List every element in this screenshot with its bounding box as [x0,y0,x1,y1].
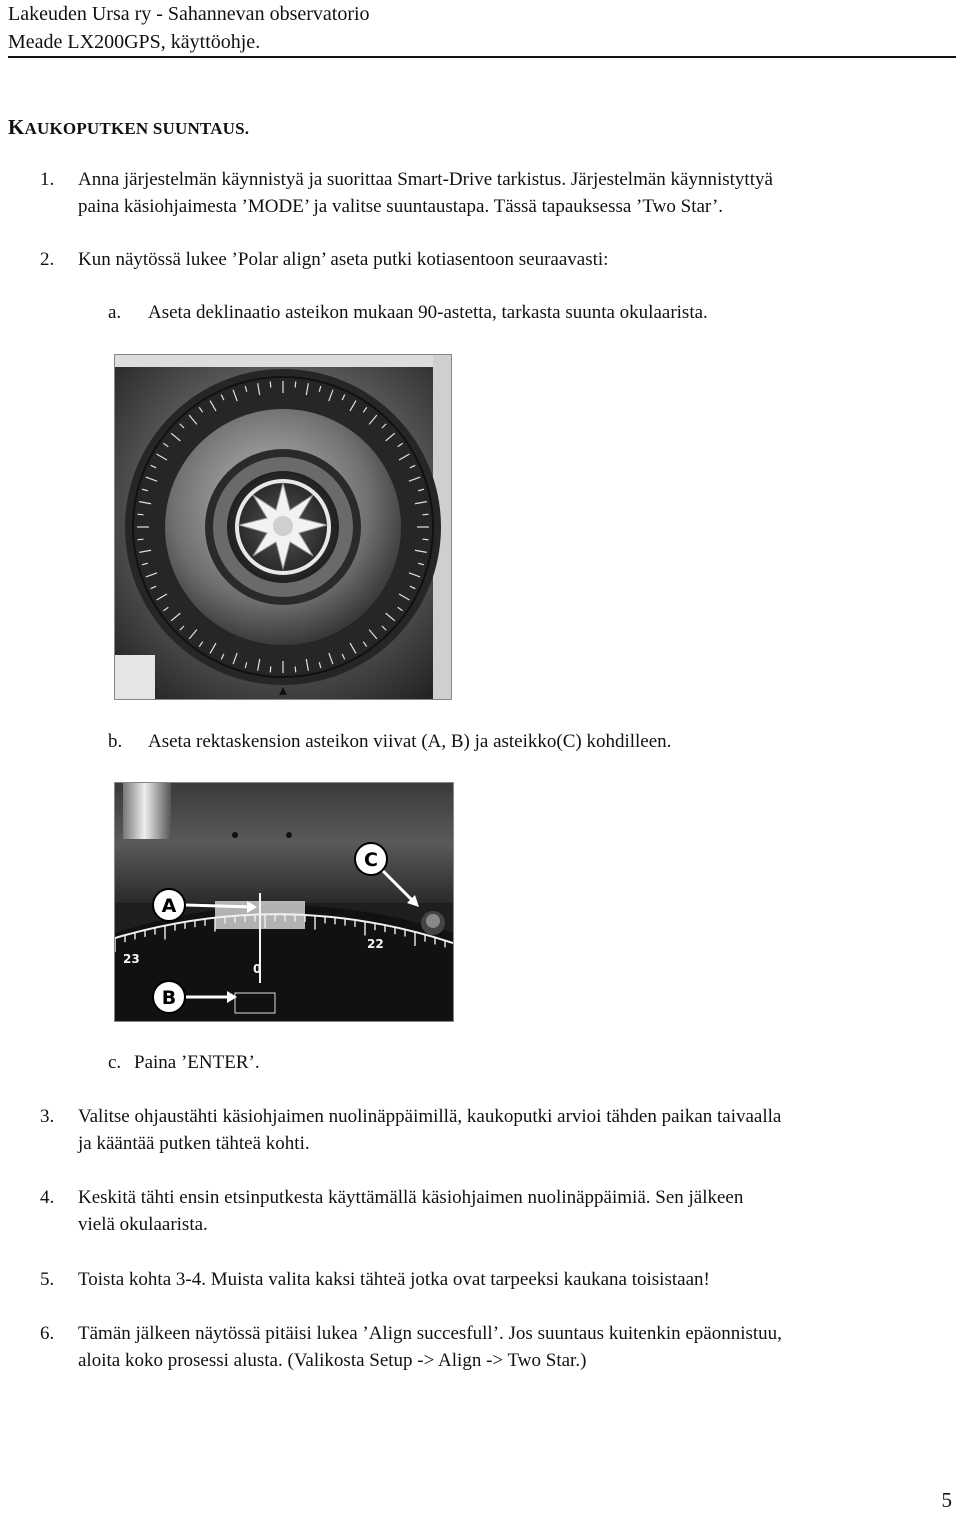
step-6: 6. Tämän jälkeen näytössä pitäisi lukea ’Align succesfull’. Jos suuntaus kuitenkin epäonnistuu, aloita koko prosessi alusta. (Valikosta Setup -> Align -> Two Star.) [40,1323,782,1371]
right-ascension-scale-illustration [115,783,453,1021]
dial-tick [422,514,428,515]
page-header [8,0,954,56]
declination-dial-illustration [115,355,451,699]
header-line-2: Meade LX200GPS, käyttöohje. [8,31,261,53]
step-4: 4. Keskitä tähti ensin etsinputkesta käyttämällä käsiohjaimen nuolinäppäimiä. Sen jälkeen vielä okulaarista. [40,1187,744,1235]
substep-c: c. Paina ’ENTER’. [108,1052,260,1073]
declination-dial-photo [114,354,452,700]
callout-c-label: C [364,849,378,871]
step-5: 5. Toista kohta 3-4. Muista valita kaksi tähteä jotka ovat tarpeeksi kaukana toisistaan! [40,1269,710,1290]
dial-tick [295,382,296,388]
step-3: 3. Valitse ohjaustähti käsiohjaimen nuolinäppäimillä, kaukoputki arvioi tähden paikan taivaalla ja kääntää putken tähteä kohti. [40,1106,782,1154]
header-rule [8,56,956,58]
substep-a: a. Aseta deklinaatio asteikon mukaan 90-astetta, tarkasta suunta okulaarista. [108,302,708,323]
dial-tick [138,514,144,515]
substep-b: b. Aseta rektaskension asteikon viivat (A, B) ja asteikko(C) kohdilleen. [108,731,672,752]
page-number: 5 [941,1488,952,1512]
right-ascension-scale-photo [114,782,454,1022]
dial-tick [422,539,428,540]
dial-tick [270,666,271,672]
scale-number-23: 23 [123,952,140,966]
dial-tick [295,666,296,672]
dial-tick [270,382,271,388]
callout-a-label: A [161,895,177,917]
callout-b-label: B [161,987,177,1009]
dial-tick [138,539,144,540]
scale-number-22: 22 [367,937,384,951]
scale-number-0: 0 [253,962,262,976]
header-line-1: Lakeuden Ursa ry - Sahannevan observatorio [8,3,370,25]
section-title: KAUKOPUTKEN SUUNTAUS. [8,115,250,139]
step-2: 2. Kun näytössä lukee ’Polar align’ aseta putki kotiasentoon seuraavasti: [40,249,609,270]
step-1: 1. Anna järjestelmän käynnistyä ja suorittaa Smart-Drive tarkistus. Järjestelmän käynnistyttyä paina käsiohjaimesta ’MODE’ ja valitse suuntaustapa. Tässä tapauksessa ’Two Star’. [40,169,773,217]
